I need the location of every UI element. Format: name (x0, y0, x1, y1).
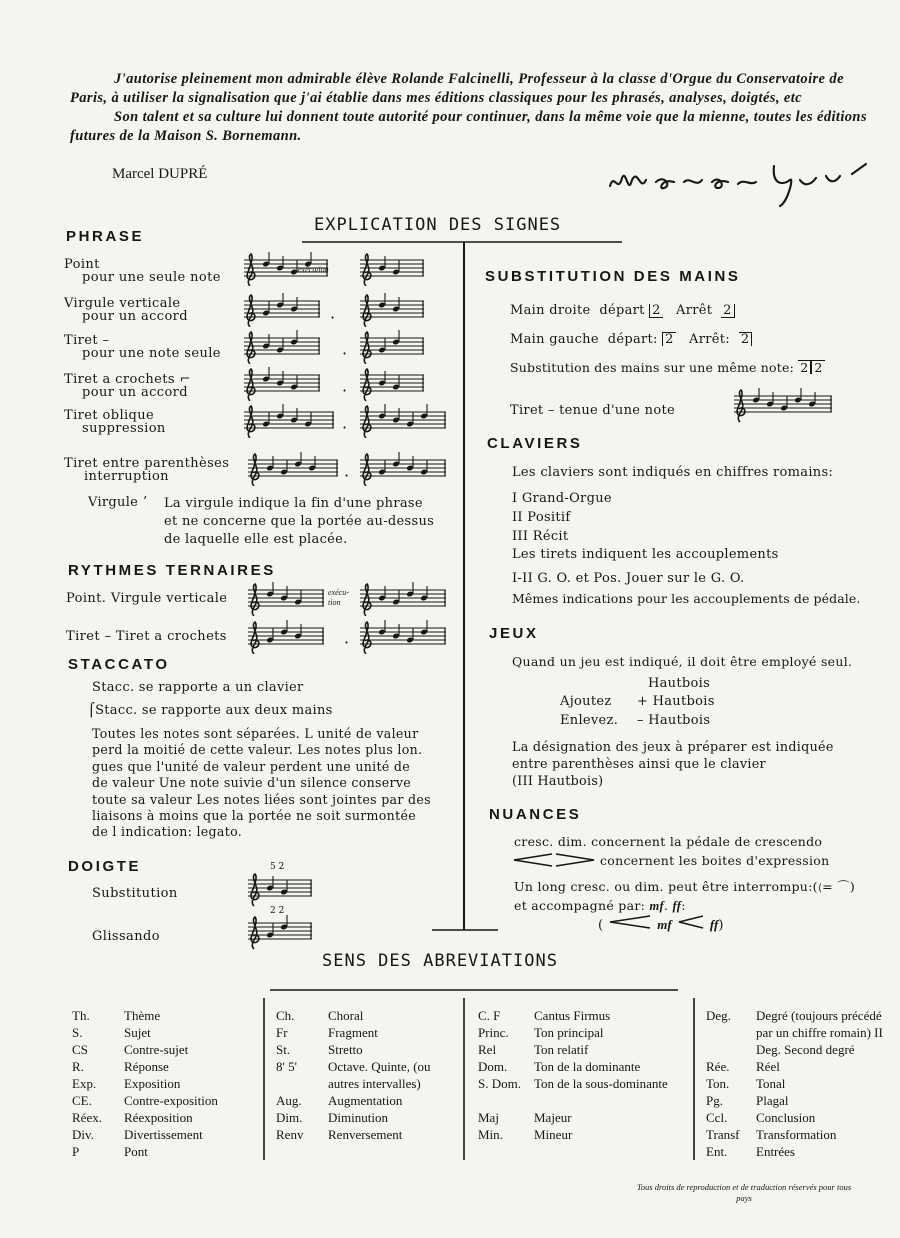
abbr-key: 8' 5' (276, 1059, 297, 1074)
staff-result (356, 582, 448, 616)
staff-example (244, 582, 326, 616)
abbr-value: Plagal (756, 1093, 789, 1108)
treble-clef-icon (363, 584, 371, 616)
doigte-heading: DOIGTE (68, 858, 142, 875)
treble-clef-icon (363, 622, 371, 654)
abbr-value: Stretto (328, 1042, 363, 1057)
same-note-row: Substitution des mains sur une même note: 2 2 (510, 360, 823, 375)
cresc-hairpin-icon (677, 915, 705, 929)
execution-mark: exécu- tion (328, 588, 349, 607)
treble-clef-icon (251, 874, 259, 906)
dot-separator: · (342, 381, 348, 400)
claviers-heading: CLAVIERS (487, 435, 583, 452)
fingering-glis: 2 2 (270, 906, 285, 916)
rythmes-item-point: Point. Virgule verticale (66, 591, 228, 606)
abbr-value: Contre-exposition (124, 1093, 218, 1108)
abbr-key: Renv (276, 1127, 304, 1142)
abbr-value: Divertissement (124, 1127, 203, 1142)
abbr-key: Princ. (478, 1025, 509, 1040)
treble-clef-icon (251, 917, 259, 949)
treble-clef-icon (363, 454, 371, 486)
abbr-key: St. (276, 1042, 291, 1057)
phrase-item-point: Point pour une seule note (64, 257, 221, 285)
treble-clef-icon (251, 622, 259, 654)
abbr-value: Exposition (124, 1076, 181, 1091)
fingering-sub: 5 2 (270, 862, 285, 872)
abbr-key: Ent. (706, 1144, 728, 1159)
abbr-key: Aug. (276, 1093, 302, 1108)
abbr-key: R. (72, 1059, 84, 1074)
phrase-item-tiret: Tiret – pour une note seule (64, 333, 221, 361)
claviers-intro: Les claviers sont indiqués en chiffres romains: (512, 465, 834, 480)
abbr-key: Dom. (478, 1059, 508, 1074)
abbr-value: Réexposition (124, 1110, 193, 1125)
jeux-plus-hautbois: + Hautbois (637, 694, 715, 709)
staff-example (240, 293, 322, 327)
phrase-item-tiret-oblique: Tiret oblique suppression (64, 408, 166, 436)
treble-clef-icon (363, 254, 371, 286)
tiret-tenue: Tiret – tenue d'une note (510, 403, 675, 418)
dot-separator: · (330, 308, 336, 327)
virgule-description: La virgule indique la fin d'une phrase et ne concerne que la portée au-dessus de laquelle elle est placée. (164, 496, 435, 547)
doigte-glissando: Glissando (92, 929, 160, 944)
treble-clef-icon (363, 332, 371, 364)
staff-example (244, 452, 340, 486)
abbr-value: Degré (toujours précédé par un chiffre romain) II Deg. Second degré (756, 1008, 883, 1057)
abbr-value: Renversement (328, 1127, 403, 1142)
staff-result (356, 620, 448, 654)
abbr-key: Dim. (276, 1110, 303, 1125)
abbr-value: Thème (124, 1008, 161, 1023)
jeux-hautbois: Hautbois (648, 676, 711, 691)
list-item: II Positif (512, 510, 571, 525)
abbr-key: Ccl. (706, 1110, 728, 1125)
treble-clef-icon (247, 332, 255, 364)
staccato-heading: STACCATO (68, 656, 170, 673)
footer-rights: Tous droits de reproduction et de traduction réservés pour tous pays (636, 1182, 852, 1203)
abbr-key: Transf (706, 1127, 740, 1142)
phrase-heading: PHRASE (66, 228, 145, 245)
staff-result (356, 293, 426, 327)
jeux-ajoutez: Ajoutez (560, 694, 612, 709)
author-name: Marcel DUPRÉ (112, 166, 208, 182)
abbr-value: Majeur (534, 1110, 572, 1125)
staff-example (240, 367, 322, 401)
nuances-line-1: cresc. dim. concernent la pédale de crescendo (514, 834, 823, 849)
staccato-line-1: Stacc. se rapporte a un clavier (92, 680, 304, 695)
abbr-key: Exp. (72, 1076, 97, 1091)
dot-separator: · (344, 633, 350, 652)
claviers-example: I-II G. O. et Pos. Jouer sur le G. O. (512, 571, 745, 586)
phrase-item-tiret-parentheses: Tiret entre parenthèses interruption (64, 456, 230, 484)
abbr-key: C. F (478, 1008, 501, 1023)
abbr-key: Div. (72, 1127, 94, 1142)
page-title: EXPLICATION DES SIGNES (314, 215, 562, 235)
abbr-column-3 (478, 1007, 690, 1157)
abbr-key: S. Dom. (478, 1076, 521, 1091)
treble-clef-icon (363, 369, 371, 401)
doigte-substitution: Substitution (92, 886, 178, 901)
abbr-value: Réel (756, 1059, 780, 1074)
abbr-key: Min. (478, 1127, 503, 1142)
intro-paragraph-1: J'autorise pleinement mon admirable élève Rolande Falcinelli, Professeur à la classe d'Orgue du Conservatoire de Paris, à utiliser la signalisation que j'ai établie dans mes éditions classiques pour les phrasés, analyses, doigtés, etc (70, 71, 844, 106)
staff-tenue (730, 388, 834, 424)
abbr-key: Rel (478, 1042, 497, 1057)
abbr-value: Ton de la dominante (534, 1059, 641, 1074)
staff-example (244, 620, 326, 654)
abbr-key: CE. (72, 1093, 92, 1108)
nuances-line-3: Un long cresc. ou dim. peut être interrompu:(⟨= ⌒) (514, 879, 856, 894)
treble-clef-icon (247, 369, 255, 401)
abbr-value: Choral (328, 1008, 364, 1023)
abbr-key: Th. (72, 1008, 90, 1023)
abbr-column-2 (276, 1007, 462, 1157)
abbr-key: Deg. (706, 1008, 731, 1023)
abbreviations-heading: SENS DES ABREVIATIONS (322, 951, 558, 971)
abbr-value: Fragment (328, 1025, 378, 1040)
abbr-value: Tonal (756, 1076, 786, 1091)
list-item: I Grand-Orgue (512, 491, 612, 506)
nuances-line-4: et accompagné par: mf. ff: (514, 898, 686, 913)
treble-clef-icon (363, 295, 371, 327)
abbr-value: Augmentation (328, 1093, 403, 1108)
abbr-key: Maj (478, 1110, 499, 1125)
abbr-value: Réponse (124, 1059, 169, 1074)
abbr-key: Ton. (706, 1076, 730, 1091)
treble-clef-icon (247, 406, 255, 438)
abbr-value: Ton relatif (534, 1042, 589, 1057)
abbr-value: Cantus Firmus (534, 1008, 611, 1023)
staccato-line-2: ⌠Stacc. se rapporte aux deux mains (88, 703, 333, 718)
jeux-minus-hautbois: – Hautbois (637, 713, 711, 728)
abbr-column-1 (72, 1007, 260, 1157)
nuances-heading: NUANCES (489, 806, 582, 823)
abbr-value: Entrées (756, 1144, 795, 1159)
claviers-tirets: Les tirets indiquent les accouplements (512, 547, 779, 562)
phrase-item-virgule: Virgule verticale pour un accord (64, 296, 189, 324)
rythmes-item-tiret: Tiret – Tiret a crochets (66, 629, 227, 644)
abbr-value: Ton principal (534, 1025, 604, 1040)
treble-clef-icon (247, 254, 255, 286)
dot-separator: · (342, 344, 348, 363)
claviers-pedale: Mêmes indications pour les accouplements de pédale. (512, 591, 861, 606)
staff-substitution (244, 872, 314, 908)
staff-result (356, 404, 448, 438)
claviers-list (512, 489, 612, 546)
intro-paragraph-2: Son talent et sa culture lui donnent toute autorité pour continuer, dans la même voie que la mienne, toutes les éditions futures de la Maison S. Bornemann. (70, 109, 867, 144)
abbr-value: Sujet (124, 1025, 151, 1040)
phrase-item-tiret-crochets: Tiret a crochets ⌐ pour un accord (64, 372, 191, 400)
substitution-heading: SUBSTITUTION DES MAINS (485, 268, 741, 285)
cresc-hairpin-icon (608, 915, 652, 929)
list-item: III Récit (512, 529, 569, 544)
abbr-key: Pg. (706, 1093, 723, 1108)
abbr-value: Contre-sujet (124, 1042, 189, 1057)
abbr-value: Conclusion (756, 1110, 816, 1125)
staff-result (356, 452, 448, 486)
treble-clef-icon (251, 584, 259, 616)
jeux-heading: JEUX (489, 625, 539, 642)
jeux-enlevez: Enlevez. (560, 713, 619, 728)
treble-clef-icon (247, 295, 255, 327)
abbr-key: Ch. (276, 1008, 295, 1023)
staff-example (240, 404, 336, 438)
abbr-value: Pont (124, 1144, 148, 1159)
treble-clef-icon (251, 454, 259, 486)
nuances-line-2: concernent les boites d'expression (600, 853, 830, 868)
abbr-key: Fr (276, 1025, 288, 1040)
dot-separator: · (342, 418, 348, 437)
jeux-preparer: La désignation des jeux à préparer est indiquée entre parenthèses ainsi que le clavier (III Hautbois) (512, 739, 834, 788)
abbr-key: Rée. (706, 1059, 730, 1074)
dot-separator: · (344, 466, 350, 485)
abbr-key: S. (72, 1025, 83, 1040)
main-droite-row: Main droite départ 2 Arrêt 2 (510, 303, 735, 318)
rythmes-heading: RYTHMES TERNAIRES (68, 562, 276, 579)
abbr-value: Diminution (328, 1110, 388, 1125)
staff-result (356, 252, 426, 286)
abbr-value: Octave. Quinte, (ou autres intervalles) (328, 1059, 431, 1091)
hairpin-icon (512, 853, 596, 867)
staff-example (240, 330, 322, 364)
abbr-value: Ton de la sous-dominante (534, 1076, 668, 1091)
virgule-label: Virgule ʼ (88, 495, 148, 510)
abbr-column-4 (706, 1007, 898, 1157)
jeux-line-1: Quand un jeu est indiqué, il doit être employé seul. (512, 654, 853, 669)
execution-mark: exécution (298, 265, 329, 274)
staff-result (356, 330, 426, 364)
treble-clef-icon (363, 406, 371, 438)
abbr-key: Réex. (72, 1110, 102, 1125)
abbr-key: CS (72, 1042, 88, 1057)
abbr-value: Mineur (534, 1127, 573, 1142)
staff-glissando (244, 915, 314, 951)
treble-clef-icon (737, 390, 745, 422)
staccato-paragraph: Toutes les notes sont séparées. L unité de valeur perd la moitié de cette valeur. Les notes plus lon. gues que l'unité de valeur perdent une unité de de valeur Une note suivie d'un silence conserve toute sa valeur Les notes liées sont jointes par des liaisons à moins que la portée ne soit surmontée de l indication: legato. (92, 726, 431, 840)
main-gauche-row: Main gauche départ: 2 Arrêt: 2 (510, 332, 752, 347)
nuances-example: ( mf ff) (598, 917, 724, 933)
staff-result (356, 367, 426, 401)
abbr-value: Transformation (756, 1127, 837, 1142)
abbr-key: P (72, 1144, 80, 1159)
